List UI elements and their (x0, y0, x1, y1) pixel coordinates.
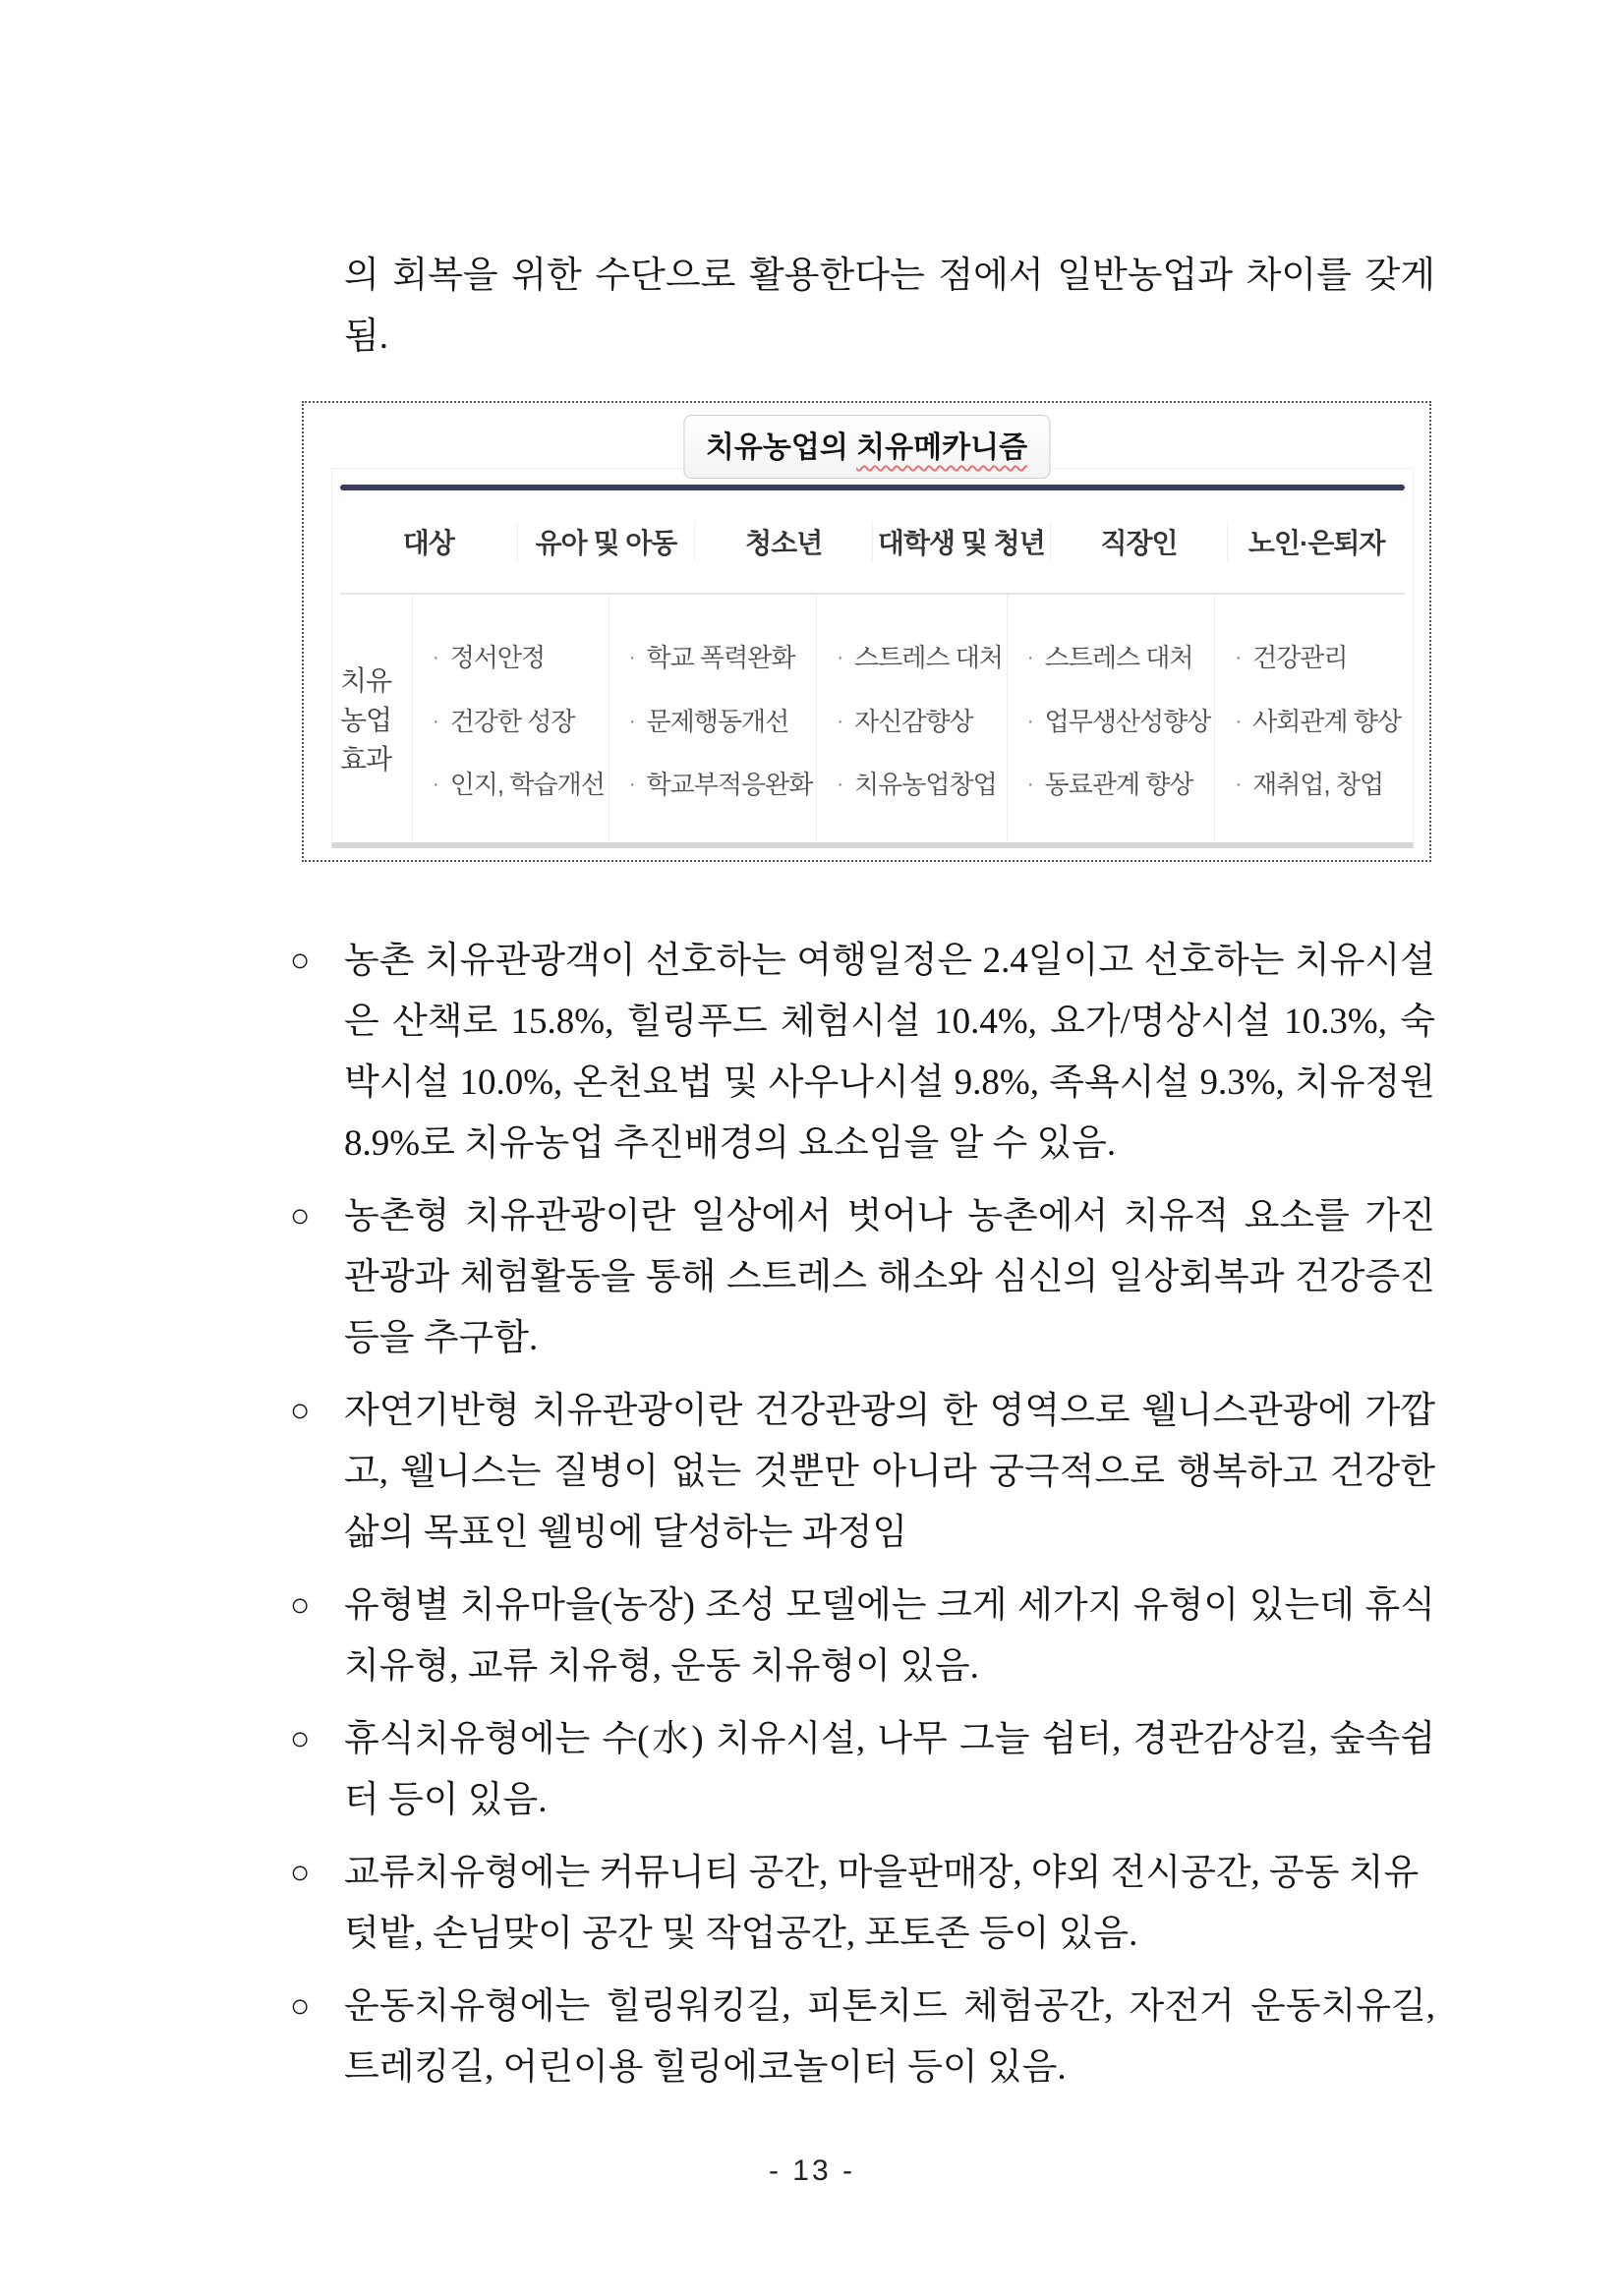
table-item (1235, 638, 1401, 674)
header-cell-worker: 직장인 (1051, 522, 1229, 561)
item-text: 자신감향상 (854, 706, 973, 736)
table-item (1235, 765, 1401, 801)
row-label-cell: 치유농업효과 (340, 595, 413, 842)
body-cell-senior (1215, 595, 1405, 842)
header-cell-target: 대상 (340, 522, 518, 561)
item-dot-icon: · (1026, 774, 1033, 796)
table-item (433, 638, 605, 674)
item-text: 건강관리 (1252, 642, 1348, 672)
table-item (837, 702, 1003, 738)
figure-box (302, 401, 1431, 862)
page-content (290, 246, 1435, 2110)
item-dot-icon: · (1026, 710, 1033, 732)
body-cell-youth (609, 595, 817, 842)
mechanism-table (331, 468, 1414, 848)
table-item (837, 638, 1003, 674)
bullet-paragraph (290, 1843, 1435, 1965)
body-cell-college (817, 595, 1008, 842)
item-text: 스트레스 대처 (854, 642, 1003, 672)
bullet-paragraph (290, 1186, 1435, 1369)
item-dot-icon: · (628, 710, 635, 732)
item-text: 업무생산성향상 (1044, 706, 1211, 736)
body-cell-worker (1008, 595, 1215, 842)
table-item (433, 765, 605, 801)
header-cell-college: 대학생 및 청년 (873, 522, 1051, 561)
bullet-paragraph (290, 1709, 1435, 1831)
item-text: 치유농업창업 (854, 770, 997, 800)
item-text: 정서안정 (449, 642, 546, 672)
item-text: 인지, 학습개선 (449, 770, 605, 800)
bullet-text: 자연기반형 치유관광이란 건강관광의 한 영역으로 웰니스관광에 가깝고, 웰니스는 질병이 없는 것뿐만 아니라 궁극적으로 행복하고 건강한 삶의 목표인 웰빙에 달성하는 과정임 (344, 1391, 1435, 1553)
bullet-text: 휴식치유형에는 수(水) 치유시설, 나무 그늘 쉼터, 경관감상길, 숲속쉼터 등이 있음. (344, 1719, 1435, 1820)
bullet-marker: ○ (290, 1393, 311, 1429)
bullet-marker: ○ (290, 1198, 311, 1234)
table-item (629, 702, 812, 738)
table-item (1235, 702, 1401, 738)
item-dot-icon: · (1235, 774, 1242, 796)
table-body-row (340, 595, 1405, 842)
bullet-paragraph (290, 1381, 1435, 1564)
bullet-marker: ○ (290, 943, 311, 979)
item-text: 학교부적응완화 (646, 770, 813, 800)
table-item (1027, 702, 1210, 738)
item-dot-icon: · (1235, 646, 1242, 668)
table-item (1027, 638, 1210, 674)
bullet-marker: ○ (290, 1721, 311, 1757)
item-text: 사회관계 향상 (1252, 706, 1401, 736)
item-text: 동료관계 향상 (1044, 770, 1193, 800)
bullet-text: 운동치유형에는 힐링워킹길, 피톤치드 체험공간, 자전거 운동치유길, 트레킹길, 어린이용 힐링에코놀이터 등이 있음. (344, 1986, 1435, 2088)
table-item (837, 765, 1003, 801)
header-cell-infant: 유아 및 아동 (518, 522, 696, 561)
item-dot-icon: · (1026, 646, 1033, 668)
figure-title-highlight: 치유메카니즘 (856, 431, 1028, 464)
table-item (629, 638, 812, 674)
item-dot-icon: · (837, 646, 842, 668)
table-header-row (340, 490, 1405, 595)
bullet-marker: ○ (290, 1988, 311, 2025)
item-dot-icon: · (1235, 710, 1242, 732)
bullet-text: 농촌형 치유관광이란 일상에서 벗어나 농촌에서 치유적 요소를 가진 관광과 체험활동을 통해 스트레스 해소와 심신의 일상회복과 건강증진 등을 추구함. (344, 1196, 1435, 1358)
item-text: 학교 폭력완화 (646, 642, 795, 672)
bullet-text: 유형별 치유마을(농장) 조성 모델에는 크게 세가지 유형이 있는데 휴식 치유형, 교류 치유형, 운동 치유형이 있음. (344, 1585, 1435, 1687)
item-dot-icon: · (433, 774, 438, 796)
bullet-paragraph (290, 1576, 1435, 1697)
item-text: 문제행동개선 (646, 706, 789, 736)
item-dot-icon: · (628, 774, 635, 796)
table-item (1027, 765, 1210, 801)
item-text: 스트레스 대처 (1044, 642, 1193, 672)
body-cell-infant (413, 595, 609, 842)
bullet-list (290, 931, 1435, 2098)
item-text: 재취업, 창업 (1252, 770, 1384, 800)
item-dot-icon: · (433, 710, 438, 732)
header-cell-senior: 노인·은퇴자 (1247, 528, 1385, 558)
table-item (433, 702, 605, 738)
item-dot-icon: · (628, 646, 635, 668)
figure-title (683, 415, 1050, 479)
intro-paragraph: 의 회복을 위한 수단으로 활용한다는 점에서 일반농업과 차이를 갖게 됨. (344, 256, 1435, 357)
table-item (629, 765, 812, 801)
header-cell-youth: 청소년 (695, 522, 873, 561)
item-dot-icon: · (837, 710, 842, 732)
bullet-paragraph (290, 1977, 1435, 2098)
page-number: - 13 - (768, 2154, 856, 2187)
item-dot-icon: · (433, 646, 438, 668)
figure-title-prefix: 치유농업의 (705, 431, 848, 464)
bullet-marker: ○ (290, 1587, 311, 1624)
item-dot-icon: · (837, 774, 842, 796)
bullet-text: 농촌 치유관광객이 선호하는 여행일정은 2.4일이고 선호하는 치유시설은 산책로 15.8%, 힐링푸드 체험시설 10.4%, 요가/명상시설 10.3%, 숙박시설 10.0%, 온천요법 및 사우나시설 9.8%, 족욕시설 9.3%, 치유정원 8.9%로 치유농업 추진배경의 요소임을 알 수 있음. (344, 941, 1435, 1164)
bullet-paragraph (290, 931, 1435, 1175)
item-text: 건강한 성장 (449, 706, 575, 736)
bullet-marker: ○ (290, 1855, 311, 1891)
bullet-text: 교류치유형에는 커뮤니티 공간, 마을판매장, 야외 전시공간, 공동 치유 텃밭, 손님맞이 공간 및 작업공간, 포토존 등이 있음. (344, 1853, 1420, 1954)
